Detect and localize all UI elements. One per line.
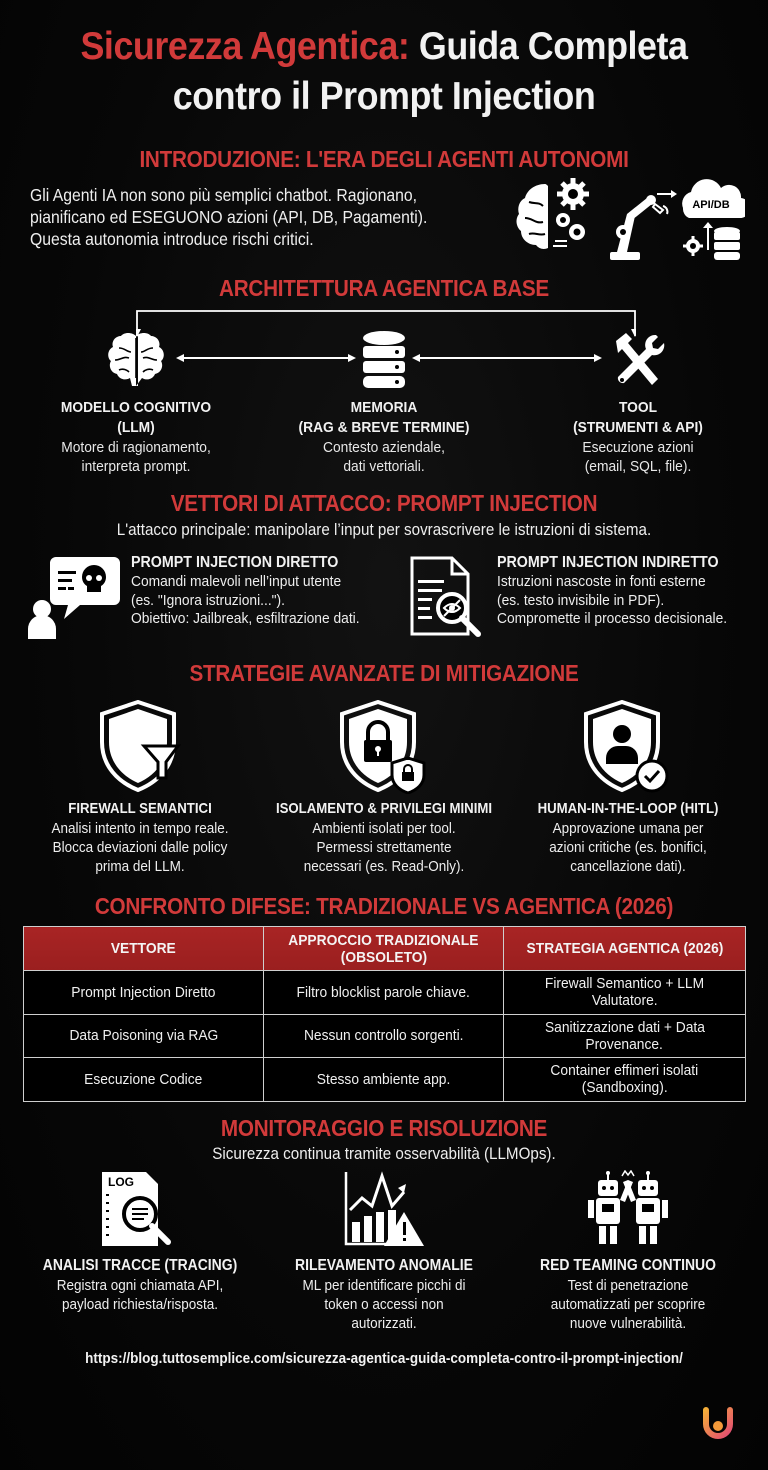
shield-user-check-icon xyxy=(582,700,674,794)
title-main: Guida Completa xyxy=(409,25,688,68)
document-magnifier-icon xyxy=(408,556,492,640)
table-row: Prompt Injection Diretto Filtro blocklist parole chiave. Firewall Semantico + LLM Valutatore. xyxy=(24,971,746,1015)
comparison-heading: CONFRONTO DIFESE: TRADIZIONALE VS AGENTICA (2026) xyxy=(94,893,674,919)
architecture-heading: ARCHITETTURA AGENTICA BASE xyxy=(219,275,549,301)
mitigation-isolation: ISOLAMENTO & PRIVILEGI MINIMI Ambienti isolati per tool. Permessi strettamente necessari (es. Read-Only). xyxy=(256,700,512,876)
mitigation-heading: STRATEGIE AVANZATE DI MITIGAZIONE xyxy=(189,660,579,686)
shield-lock-icon xyxy=(338,700,430,794)
title-accent: Sicurezza Agentica: xyxy=(80,25,410,68)
log-magnifier-icon xyxy=(100,1170,180,1248)
monitoring-heading: MONITORAGGIO E RISOLUZIONE xyxy=(220,1115,548,1141)
cloud-api-db-icon xyxy=(682,179,745,260)
shield-filter-icon xyxy=(98,700,182,794)
svg-text:LOG: LOG xyxy=(108,1175,134,1189)
tools-icon xyxy=(610,331,666,389)
database-icon xyxy=(714,227,740,260)
title-line-2: contro il Prompt Injection xyxy=(172,75,596,118)
arch-component-tool: TOOL (STRUMENTI & API) Esecuzione azioni (email, SQL, file). xyxy=(518,330,758,476)
brain-icon xyxy=(105,330,167,390)
page-title xyxy=(31,22,738,122)
monitoring-subtitle: Sicurezza continua tramite osservabilità (LLMOps). xyxy=(212,1145,556,1163)
column-header-tradizionale: APPROCCIO TRADIZIONALE (OBSOLETO) xyxy=(264,927,504,971)
mitigation-firewall: FIREWALL SEMANTICI Analisi intento in tempo reale. Blocca deviazioni dalle policy prima del LLM. xyxy=(12,700,268,876)
attack-indirect: PROMPT INJECTION INDIRETTO Istruzioni nascoste in fonti esterne (es. testo invisibile in PDF). Compromette il processo decisionale. xyxy=(497,554,728,627)
table-row: Data Poisoning via RAG Nessun controllo sorgenti. Sanitizzazione dati + Data Provenance. xyxy=(24,1014,746,1058)
table-header-row xyxy=(24,927,746,971)
svg-text:API/DB: API/DB xyxy=(692,199,730,211)
intro-illustration xyxy=(515,172,745,262)
arch-component-memory: MEMORIA (RAG & BREVE TERMINE) Contesto aziendale, dati vettoriali. xyxy=(264,330,504,476)
monitoring-tracing: LOG ANALISI TRACCE (TRACING) Registra ogni chiamata API, payload richiesta/risposta. xyxy=(12,1170,268,1314)
arch-component-llm: MODELLO COGNITIVO (LLM) Motore di ragionamento, interpreta prompt. xyxy=(16,330,256,476)
intro-text: Gli Agenti IA non sono più semplici chatbot. Ragionano, pianificano ed ESEGUONO azioni (API, DB, Pagamenti). Questa autonomia introduce rischi critici. xyxy=(30,185,428,249)
table-row: Esecuzione Codice Stesso ambiente app. Container effimeri isolati (Sandboxing). xyxy=(24,1058,746,1102)
monitoring-redteaming: RED TEAMING CONTINUO Test di penetrazione automatizzati per scoprire nuove vulnerabilità. xyxy=(500,1170,756,1333)
robot-arm-icon xyxy=(610,190,677,260)
database-icon xyxy=(361,330,407,390)
mitigation-hitl: HUMAN-IN-THE-LOOP (HITL) Approvazione umana per azioni critiche (es. bonifici, cancellazione dati). xyxy=(500,700,756,876)
column-header-vettore: VETTORE xyxy=(24,927,264,971)
user-skull-chat-icon xyxy=(28,555,122,639)
chart-warning-icon xyxy=(342,1170,426,1248)
column-header-agentica: STRATEGIA AGENTICA (2026) xyxy=(504,927,746,971)
attack-heading: VETTORI DI ATTACCO: PROMPT INJECTION xyxy=(170,490,598,516)
source-url[interactable]: https://blog.tuttosemplice.com/sicurezza-agentica-guida-completa-contro-il-prompt-injection/ xyxy=(85,1350,683,1367)
brain-gears-icon xyxy=(515,172,745,262)
attack-subtitle: L'attacco principale: manipolare l’input per sovrascrivere le istruzioni di sistema. xyxy=(116,521,652,539)
intro-heading: INTRODUZIONE: L'ERA DEGLI AGENTI AUTONOMI xyxy=(139,146,629,172)
attack-direct: PROMPT INJECTION DIRETTO Comandi malevoli nell’input utente (es. "Ignora istruzioni..."). Obiettivo: Jailbreak, esfiltrazione dati. xyxy=(131,554,360,627)
monitoring-anomaly: RILEVAMENTO ANOMALIE ML per identificare picchi di token o accessi non autorizzati. xyxy=(256,1170,512,1333)
comparison-table xyxy=(23,926,746,1102)
tuttosemplice-logo-icon xyxy=(700,1406,736,1444)
robots-high-five-icon xyxy=(582,1170,674,1248)
